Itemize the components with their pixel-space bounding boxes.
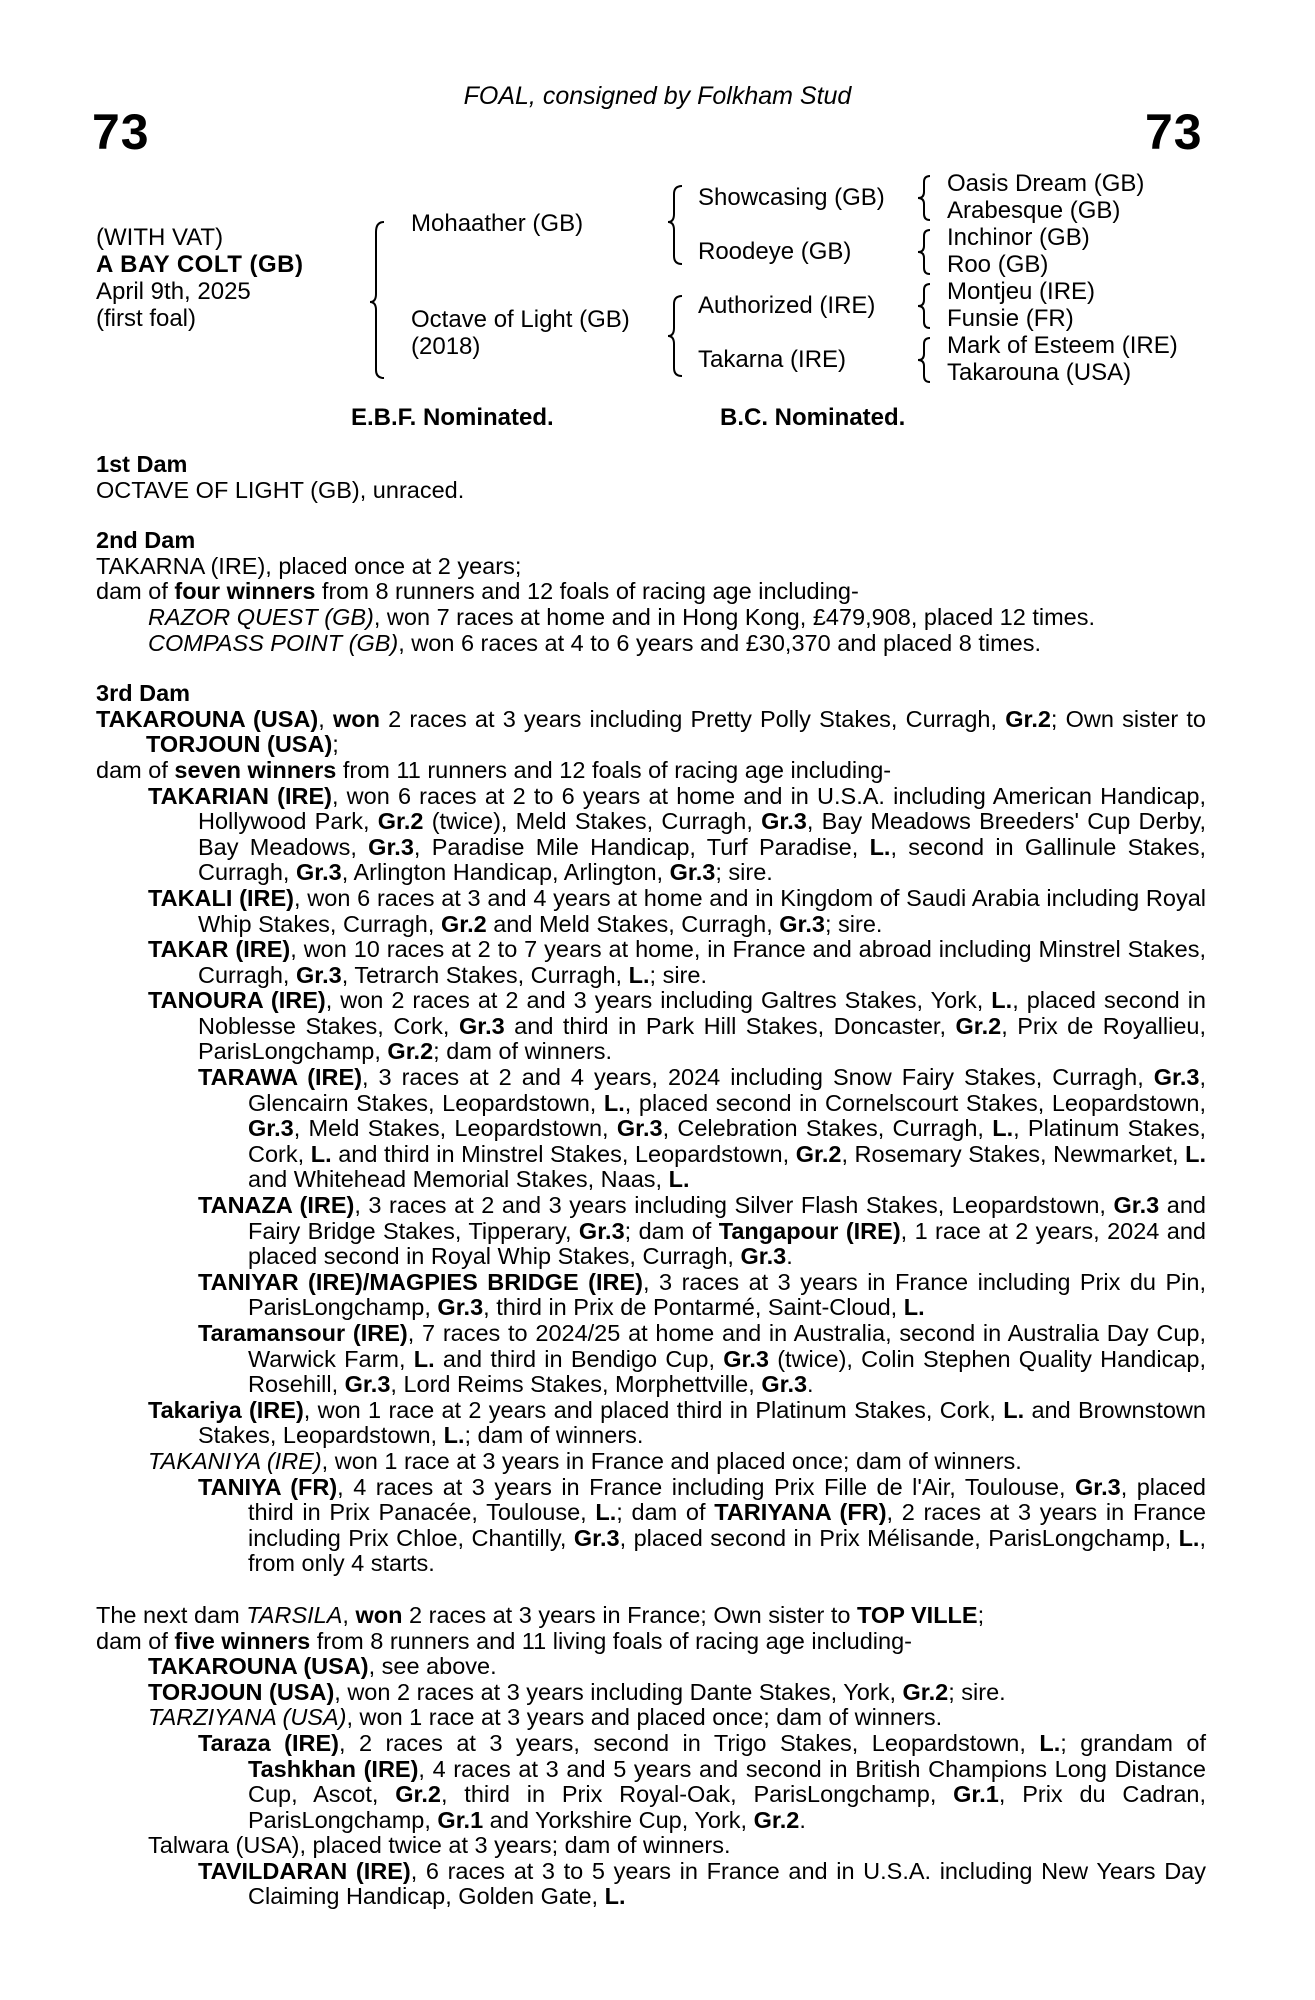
text-run: Talwara (USA), placed twice at 3 years; dam of winners. — [148, 1832, 731, 1859]
bold-run: Gr.3 — [761, 1371, 808, 1398]
bold-run: TAKARIAN (IRE) — [148, 782, 332, 809]
text-run: , placed second in Cornelscourt Stakes, Leopardstown, — [624, 1089, 1206, 1116]
nextdam-intro — [96, 1603, 1206, 1629]
pedigree-dds: Mark of Esteem (IRE) — [947, 332, 1178, 359]
text-run: , won 1 race at 3 years in France and placed once; dam of winners. — [321, 1447, 1022, 1474]
pedigree-ddd: Takarouna (USA) — [947, 359, 1132, 386]
bold-run: TANAZA (IRE) — [198, 1192, 355, 1219]
text-run: ; — [977, 1601, 985, 1628]
text-run: . — [807, 1371, 814, 1398]
italic-run: TARSILA — [246, 1601, 343, 1628]
bold-run: L. — [668, 1166, 690, 1193]
dam2-runner-2: COMPASS POINT (GB), won 6 races at 4 to 6 years and £30,370 and placed 8 times. — [148, 629, 1041, 656]
bold-run: Gr.3 — [1074, 1473, 1121, 1500]
text-run: , won 1 race at 3 years and placed once; dam of winners. — [346, 1704, 943, 1731]
bold-run: won — [332, 705, 380, 732]
dam3-entry — [96, 886, 1206, 937]
text-run: , third in Prix Royal-Oak, ParisLongchamp, — [440, 1781, 954, 1808]
text-run: . — [786, 1243, 793, 1270]
text-run: ; grandam of — [1060, 1729, 1206, 1756]
text-run: and Brownstown Stakes, Leopardstown, — [198, 1396, 1206, 1449]
bold-run: TANIYA (FR) — [198, 1473, 338, 1500]
horse-name: A BAY COLT (GB) — [96, 251, 304, 278]
text-run: , from only 4 starts. — [248, 1524, 1206, 1577]
text-run: , won 2 races at 2 and 3 years including Galtres Stakes, York, — [325, 987, 992, 1014]
bold-run: Takariya (IRE) — [148, 1396, 304, 1423]
text-run: , Prix du Cadran, ParisLongchamp, — [248, 1781, 1206, 1833]
bold-run: L. — [869, 833, 891, 860]
pedigree-dam-dam: Takarna (IRE) — [698, 346, 847, 373]
first-foal-note: (first foal) — [96, 305, 197, 332]
text-run: and third in Minstrel Stakes, Leopardstown, — [331, 1140, 796, 1167]
text-run: , Celebration Stakes, Curragh, — [662, 1115, 993, 1142]
bold-run: Gr.3 — [248, 1115, 294, 1142]
text-run: ; dam of winners. — [464, 1422, 644, 1449]
bold-run: Gr.2 — [387, 1038, 434, 1065]
dam3-intro — [96, 707, 1206, 758]
bold-run: TARAWA (IRE) — [198, 1064, 363, 1091]
text-run: , see above. — [368, 1653, 497, 1680]
text-run: The next dam — [96, 1601, 247, 1628]
brace-sd — [918, 230, 930, 274]
text-run: from 11 runners and 12 foals of racing age including- — [336, 756, 892, 783]
lot-number-left: 73 — [92, 104, 150, 160]
bold-run: Taraza (IRE) — [198, 1729, 339, 1756]
text-run: , won 10 races at 2 to 7 years at home, in France and abroad including Minstrel Stakes, Curragh, — [198, 936, 1207, 988]
text-run: , — [318, 705, 333, 732]
text-run: , won 6 races at 2 to 6 years at home and in U.S.A. including American Handicap, Hollywood Park, — [198, 782, 1206, 835]
bold-run: Taramansour (IRE) — [198, 1320, 408, 1346]
pedigree-dam: Octave of Light (GB) — [411, 306, 630, 333]
bold-run: Gr.3 — [669, 859, 716, 886]
dam3-entry — [96, 1270, 1206, 1321]
dam3-entry — [96, 1449, 1206, 1475]
pedigree-sds: Inchinor (GB) — [947, 224, 1090, 251]
bold-run: seven winners — [174, 756, 337, 783]
bold-run: TORJOUN (USA) — [148, 1678, 335, 1705]
nextdam-entry — [96, 1680, 1206, 1706]
nextdam-entry — [96, 1859, 1206, 1910]
bold-run: L. — [1185, 1140, 1206, 1167]
text-run: , 3 races at 3 years in France including Prix du Pin, ParisLongchamp, — [248, 1268, 1206, 1321]
text-run: , Meld Stakes, Leopardstown, — [293, 1115, 617, 1142]
text-run: ; sire. — [948, 1678, 1006, 1705]
bold-run: L. — [310, 1140, 332, 1167]
bold-run: Gr.2 — [795, 1140, 842, 1167]
dam3-produce-list — [96, 784, 1206, 1577]
text-run: ; Own sister to — [1050, 705, 1206, 732]
foaling-date: April 9th, 2025 — [96, 278, 251, 305]
text-run: dam of — [96, 1627, 175, 1654]
bold-run: TAKALI (IRE) — [148, 884, 294, 911]
text-run: and third in Bendigo Cup, — [434, 1345, 724, 1372]
nextdam-entry — [96, 1833, 1206, 1859]
bold-run: Gr.3 — [740, 1243, 787, 1270]
catalogue-body — [96, 452, 1206, 1910]
pedigree-dsd: Funsie (FR) — [947, 305, 1074, 332]
bold-run: TANIYAR (IRE)/MAGPIES BRIDGE (IRE) — [198, 1268, 643, 1295]
bold-run: L. — [595, 1499, 617, 1526]
bold-run: L. — [1003, 1396, 1025, 1423]
text-run: , won 1 race at 2 years and placed third in Platinum Stakes, Cork, — [303, 1396, 1004, 1423]
text-run: , Platinum Stakes, Cork, — [248, 1115, 1206, 1167]
text-run: 2 races at 3 years in France; Own sister to — [402, 1601, 857, 1628]
bold-run: L. — [628, 961, 650, 988]
dam3-entry — [96, 1065, 1206, 1193]
pedigree-sdd: Roo (GB) — [947, 251, 1049, 278]
text-run: ; dam of winners. — [433, 1038, 613, 1065]
text-run: , 2 races at 3 years, second in Trigo Stakes, Leopardstown, — [338, 1729, 1040, 1756]
italic-run: TAKANIYA (IRE) — [148, 1447, 322, 1474]
dam3-entry — [96, 1398, 1206, 1449]
bold-run: L. — [992, 1115, 1014, 1142]
text-run: , placed second in Prix Mélisande, ParisLongchamp, — [619, 1524, 1179, 1551]
nextdam-produce-line — [96, 1629, 1206, 1655]
text-run: , Prix de Royallieu, ParisLongchamp, — [198, 1012, 1206, 1065]
text-run: , 6 races at 3 to 5 years in France and in U.S.A. including New Years Day Claiming Handicap, Golden Gate, — [248, 1857, 1206, 1910]
text-run: , Rosemary Stakes, Newmarket, — [841, 1140, 1186, 1167]
bold-run: Gr.2 — [440, 910, 487, 937]
text-run: (twice), Colin Stephen Quality Handicap, Rosehill, — [248, 1345, 1206, 1398]
bold-run: Tashkhan (IRE) — [248, 1755, 419, 1782]
ebf-nomination: E.B.F. Nominated. — [351, 404, 554, 431]
text-run: , third in Prix de Pontarmé, Saint-Cloud, — [483, 1294, 904, 1321]
brace-dam — [668, 296, 682, 376]
bold-run: Gr.2 — [395, 1781, 441, 1808]
nextdam-entry — [96, 1654, 1206, 1680]
bold-run: Gr.3 — [437, 1294, 484, 1321]
bold-run: Gr.2 — [753, 1806, 800, 1833]
bold-run: Gr.2 — [955, 1012, 1002, 1039]
bold-run: TAKAROUNA (USA) — [96, 705, 319, 732]
bold-run: Gr.3 — [578, 1217, 625, 1244]
bold-run: Gr.1 — [953, 1781, 999, 1808]
bold-run: TAKAROUNA (USA) — [148, 1653, 369, 1680]
vat-note: (WITH VAT) — [96, 224, 224, 251]
bold-run: five winners — [174, 1627, 311, 1654]
bold-run: L. — [604, 1883, 626, 1910]
bold-run: Gr.3 — [295, 859, 342, 886]
pedigree-sire-dam: Roodeye (GB) — [698, 238, 852, 265]
text-run: , won 2 races at 3 years including Dante Stakes, York, — [334, 1678, 903, 1705]
bold-run: L. — [1039, 1729, 1061, 1756]
bold-run: TANOURA (IRE) — [148, 987, 326, 1014]
pedigree-sss: Oasis Dream (GB) — [947, 170, 1145, 197]
text-run: ; sire. — [715, 859, 773, 886]
brace-sire — [668, 186, 682, 264]
dam1-text: OCTAVE OF LIGHT (GB), unraced. — [96, 476, 465, 503]
bold-run: Gr.3 — [723, 1345, 769, 1372]
text-run: , Arlington Handicap, Arlington, — [341, 859, 670, 886]
bold-run: L. — [413, 1345, 435, 1372]
bold-run: Gr.3 — [1153, 1064, 1200, 1091]
dam3-entry — [96, 1475, 1206, 1577]
text-run: , Bay Meadows Breeders' Cup Derby, Bay Meadows, — [198, 808, 1207, 860]
pedigree-ssd: Arabesque (GB) — [947, 197, 1121, 224]
dam2-line2: dam of four winners from 8 runners and 12 foals of racing age including- — [96, 578, 859, 605]
nextdam-produce-list — [96, 1654, 1206, 1910]
text-run: and Whitehead Memorial Stakes, Naas, — [248, 1166, 669, 1193]
bold-run: Gr.3 — [779, 910, 825, 937]
bold-run: Tangapour (IRE) — [718, 1217, 901, 1244]
text-run: , Glencairn Stakes, Leopardstown, — [248, 1064, 1206, 1116]
text-run: , 4 races at 3 years in France including Prix Fille de l'Air, Toulouse, — [337, 1473, 1075, 1500]
text-run: , 7 races to 2024/25 at home and in Australia, second in Australia Day Cup, Warwick Farm, — [248, 1320, 1206, 1372]
text-run: , 2 races at 3 years in France including Prix Chloe, Chantilly, — [248, 1499, 1206, 1551]
text-run: , Paradise Mile Handicap, Turf Paradise, — [413, 833, 870, 860]
bold-run: L. — [903, 1294, 925, 1321]
text-run: ; sire. — [825, 910, 883, 937]
bold-run: won — [355, 1601, 403, 1628]
bold-run: L. — [443, 1422, 465, 1449]
dam1-heading: 1st Dam — [96, 451, 188, 477]
bold-run: Gr.2 — [1005, 705, 1051, 732]
text-run: 2 races at 3 years including Pretty Polly Stakes, Curragh, — [379, 705, 1006, 732]
pedigree-sire: Mohaather (GB) — [411, 210, 584, 237]
pedigree-dam-year: (2018) — [411, 333, 481, 360]
italic-run: TARZIYANA (USA) — [148, 1704, 347, 1731]
text-run: . — [799, 1806, 806, 1833]
brace-gen1 — [370, 222, 384, 378]
text-run: , — [342, 1601, 356, 1628]
bc-nomination: B.C. Nominated. — [720, 404, 906, 431]
nextdam-entry — [96, 1705, 1206, 1731]
text-run: , Lord Reims Stakes, Morphettville, — [390, 1371, 762, 1398]
text-run: and Fairy Bridge Stakes, Tipperary, — [248, 1192, 1206, 1244]
bold-run: Gr.3 — [761, 808, 807, 835]
brace-ds — [918, 284, 930, 328]
bold-run: L. — [991, 987, 1013, 1014]
bold-run: TAKAR (IRE) — [148, 936, 291, 963]
text-run: and third in Park Hill Stakes, Doncaster, — [504, 1012, 956, 1039]
text-run: , placed third in Prix Panacée, Toulouse, — [248, 1473, 1206, 1526]
text-run: , 3 races at 2 and 4 years, 2024 including Snow Fairy Stakes, Curragh, — [362, 1064, 1154, 1091]
dam3-entry — [96, 1193, 1206, 1270]
bold-run: Gr.3 — [573, 1524, 620, 1551]
dam2-line1: TAKARNA (IRE), placed once at 2 years; — [96, 552, 522, 579]
bold-run: Gr.3 — [368, 833, 414, 860]
dam3-entry — [96, 784, 1206, 886]
pedigree-dss: Montjeu (IRE) — [947, 278, 1096, 305]
text-run: ; — [332, 731, 339, 758]
text-run: , 3 races at 2 and 3 years including Silver Flash Stakes, Leopardstown, — [354, 1192, 1114, 1219]
bold-run: Gr.3 — [458, 1012, 505, 1039]
text-run: , second in Gallinule Stakes, Curragh, — [198, 833, 1207, 886]
text-run: , 1 race at 2 years, 2024 and placed second in Royal Whip Stakes, Curragh, — [248, 1217, 1206, 1270]
dam3-entry — [96, 937, 1206, 988]
brace-dd — [918, 338, 930, 382]
bold-run: L. — [603, 1089, 625, 1116]
bold-run: TOP VILLE — [857, 1601, 978, 1628]
bold-run: Gr.3 — [295, 961, 342, 988]
pedigree-dam-sire: Authorized (IRE) — [698, 292, 876, 319]
dam3-entry — [96, 988, 1206, 1065]
bold-run: Gr.2 — [902, 1678, 949, 1705]
consignor-line: FOAL, consigned by Folkham Stud — [463, 82, 852, 110]
nextdam-entry — [96, 1731, 1206, 1833]
brace-ss — [918, 176, 930, 220]
text-run: , won 6 races at 3 and 4 years at home and in Kingdom of Saudi Arabia including Royal Whip Stakes, Curragh, — [198, 884, 1207, 937]
text-run: , 4 races at 3 and 5 years and second in British Champions Long Distance Cup, Ascot, — [248, 1755, 1206, 1808]
text-run: , placed second in Noblesse Stakes, Cork, — [198, 987, 1207, 1039]
dam3-heading: 3rd Dam — [96, 680, 191, 707]
text-run: ; sire. — [649, 961, 707, 988]
bold-run: TORJOUN (USA) — [146, 731, 333, 758]
text-run: from 8 runners and 11 living foals of racing age including- — [310, 1627, 912, 1654]
bold-run: Gr.1 — [437, 1806, 484, 1833]
text-run: ; dam of — [624, 1217, 719, 1244]
bold-run: Gr.3 — [616, 1115, 663, 1142]
bold-run: Gr.3 — [344, 1371, 391, 1398]
bold-run: TARIYANA (FR) — [714, 1499, 887, 1526]
bold-run: TAVILDARAN (IRE) — [198, 1857, 411, 1884]
text-run: dam of — [96, 756, 175, 783]
bold-run: Gr.2 — [377, 808, 424, 835]
pedigree-sire-sire: Showcasing (GB) — [698, 184, 885, 211]
dam2-runner-1: RAZOR QUEST (GB), won 7 races at home and in Hong Kong, £479,908, placed 12 times. — [148, 603, 1096, 630]
text-run: (twice), Meld Stakes, Curragh, — [423, 808, 762, 835]
dam3-produce-line — [96, 758, 1206, 784]
dam3-entry — [96, 1321, 1206, 1398]
lot-number-right: 73 — [1145, 104, 1203, 160]
text-run: ; dam of — [616, 1499, 715, 1526]
text-run: and Yorkshire Cup, York, — [483, 1806, 754, 1833]
bold-run: Gr.3 — [1113, 1192, 1160, 1219]
text-run: and Meld Stakes, Curragh, — [486, 910, 780, 937]
bold-run: L. — [1178, 1524, 1200, 1551]
text-run: , Tetrarch Stakes, Curragh, — [341, 961, 629, 988]
dam2-heading: 2nd Dam — [96, 527, 196, 554]
